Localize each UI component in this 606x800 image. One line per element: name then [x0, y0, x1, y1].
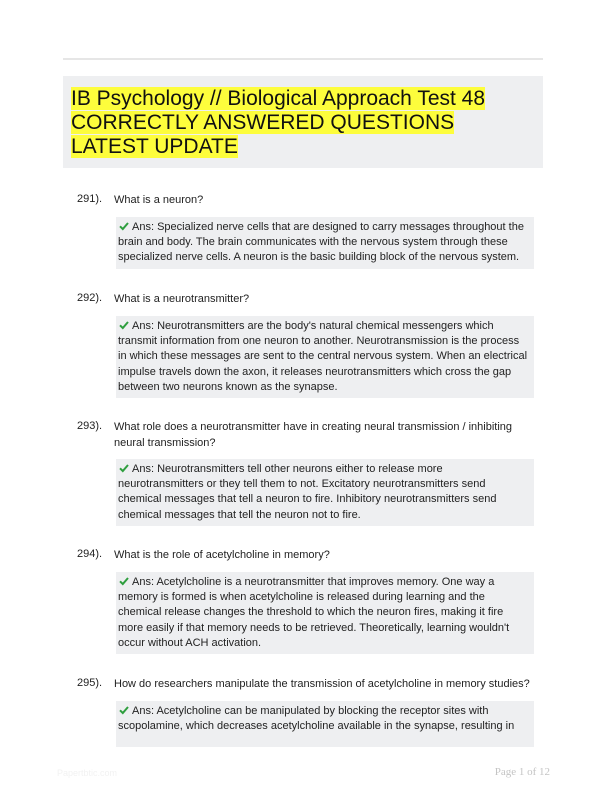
question-text: What role does a neurotransmitter have in creating neural transmission / inhibiting neural transmission? [114, 421, 513, 449]
question-number: 292). [77, 292, 103, 304]
answer-box [116, 572, 534, 654]
answer-box [116, 701, 534, 747]
answer-text: Ans: Neurotransmitters are the body's natural chemical messengers which transmit information from one neuron to another. Neurotransmission is the process in which these messages are sent to the central nervous system. When an electrical impulse travels down the axon, it releases neurotransmitters which cross the gap between two neurons known as the synapse. [118, 320, 528, 393]
check-icon [119, 221, 129, 231]
question-number: 293). [77, 420, 103, 432]
answer-text: Ans: Neurotransmitters tell other neurons either to release more neurotransmitters or they tell them to not. Excitatory neurotransmitters send chemical messages that tell a neuron to fire. Inhibitory neurotransmitters send chemical messages that tell the neuron not to fire. [118, 463, 497, 521]
question-number: 295). [77, 677, 103, 689]
answer-text: Ans: Acetylcholine is a neurotransmitter that improves memory. One way a memory is formed is when acetylcholine is released during learning and the chemical release changes the threshold to which the neuron fires, making it fire more easily if that memory needs to be retrieved. Theoretically, learning wouldn't occur without ACH activation. [118, 576, 510, 649]
question-number: 291). [77, 193, 103, 205]
question-number: 294). [77, 548, 103, 560]
question-text: How do researchers manipulate the transmission of acetylcholine in memory studies? [114, 678, 530, 690]
check-icon [119, 320, 129, 330]
check-icon [119, 705, 129, 715]
answer-box [116, 217, 534, 269]
document-title: IB Psychology // Biological Approach Test 48 CORRECTLY ANSWERED QUESTIONS LATEST UPDATE [71, 87, 486, 158]
answer-text: Ans: Specialized nerve cells that are designed to carry messages throughout the brain and body. The brain communicates with the nervous system through these specialized nerve cells. A neuron is the basic building block of the nervous system. [118, 221, 524, 264]
check-icon [119, 576, 129, 586]
title-box [63, 76, 543, 168]
answer-box [116, 459, 534, 526]
answer-text: Ans: Acetylcholine can be manipulated by blocking the receptor sites with scopolamine, which decreases acetylcholine available in the synapse, resulting in [118, 705, 515, 733]
page-number: Page 1 of 12 [494, 766, 550, 778]
watermark: Papertbtic.com [57, 768, 118, 778]
answer-box [116, 316, 534, 398]
question-text: What is a neuron? [114, 194, 204, 206]
question-text: What is a neurotransmitter? [114, 293, 250, 305]
top-divider [63, 58, 543, 60]
check-icon [119, 463, 129, 473]
question-text: What is the role of acetylcholine in memory? [114, 549, 330, 561]
